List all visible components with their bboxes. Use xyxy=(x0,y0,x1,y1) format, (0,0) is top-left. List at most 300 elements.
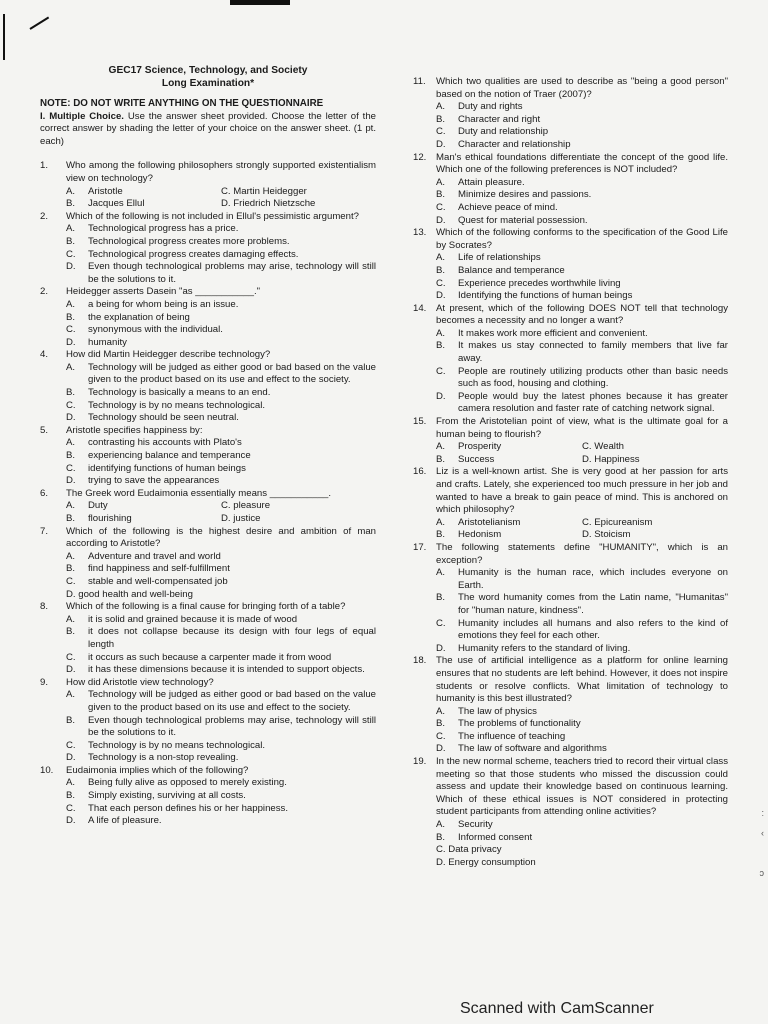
question-item xyxy=(413,416,728,466)
scanner-watermark: Scanned with CamScanner xyxy=(460,1000,654,1017)
answer-option xyxy=(413,592,728,617)
option-letter: B. xyxy=(66,387,76,399)
question-text: Which of the following is the highest desire and ambition of man according to Aristotle? xyxy=(66,525,376,550)
question-row xyxy=(40,425,376,438)
option-letter: D. xyxy=(66,815,76,827)
answer-option xyxy=(66,513,221,526)
question-number: 1. xyxy=(40,160,49,172)
question-number: 12. xyxy=(413,151,427,163)
question-item xyxy=(40,286,376,349)
option-text: Duty xyxy=(88,500,108,512)
option-text: People are routinely utilizing products other than basic needs such as food, housing and clothing. xyxy=(458,365,728,390)
answer-option xyxy=(436,529,582,542)
option-letter: B. xyxy=(66,198,76,210)
option-letter: C. xyxy=(66,324,76,336)
option-text: find happiness and self-fulfillment xyxy=(88,563,230,575)
option-text: trying to save the appearances xyxy=(88,475,220,487)
option-text: Minimize desires and passions. xyxy=(458,189,592,201)
question-text: Which of the following is not included in Ellul's pessimistic argument? xyxy=(66,210,359,222)
option-letter: C. xyxy=(436,730,446,742)
question-row xyxy=(40,765,376,778)
option-text: Technological progress has a price. xyxy=(88,223,239,235)
option-letter: A. xyxy=(66,361,76,373)
option-text: Technological progress creates more problems. xyxy=(88,235,290,247)
answer-option xyxy=(40,815,376,828)
question-number: 2. xyxy=(40,210,49,222)
option-text: Quest for material possession. xyxy=(458,214,588,226)
option-letter: B. xyxy=(436,189,446,201)
answer-option xyxy=(413,265,728,278)
option-text: contrasting his accounts with Plato's xyxy=(88,437,242,449)
answer-option xyxy=(40,551,376,564)
answer-option-pair xyxy=(40,513,376,526)
answer-option xyxy=(40,614,376,627)
option-letter: A. xyxy=(66,298,76,310)
answer-option-pair xyxy=(413,454,728,467)
answer-option xyxy=(40,337,376,350)
option-letter: D. xyxy=(66,475,76,487)
option-letter: B. xyxy=(66,790,76,802)
option-letter: D. xyxy=(66,261,76,273)
question-item xyxy=(40,526,376,602)
option-letter: D. xyxy=(436,642,446,654)
option-text: The problems of functionality xyxy=(458,718,581,730)
scan-edge-bar xyxy=(230,0,290,5)
question-text: Which of the following is a final cause for bringing forth of a table? xyxy=(66,601,346,613)
option-text: Technology will be judged as either good or bad based on the value given to the product based on its use and effect to the society. xyxy=(88,361,376,386)
question-item xyxy=(40,677,376,765)
option-text: Duty and relationship xyxy=(458,126,549,138)
option-text: The law of physics xyxy=(458,705,537,717)
answer-option xyxy=(40,626,376,651)
question-number: 7. xyxy=(40,525,49,537)
option-letter: D. xyxy=(66,336,76,348)
option-letter: C. xyxy=(66,399,76,411)
answer-option xyxy=(413,139,728,152)
answer-option xyxy=(40,299,376,312)
option-letter: A. xyxy=(66,689,76,701)
answer-option xyxy=(413,340,728,365)
option-text: Character and right xyxy=(458,113,541,125)
answer-option xyxy=(66,186,221,199)
option-letter: A. xyxy=(436,705,446,717)
option-text: The word humanity comes from the Latin name, "Humanitas" for "human nature, kindness". xyxy=(458,592,728,616)
answer-option xyxy=(66,198,221,211)
option-letter: B. xyxy=(66,714,76,726)
answer-option xyxy=(40,475,376,488)
option-text: Prosperity xyxy=(458,441,502,453)
question-row xyxy=(40,349,376,362)
option-letter: A. xyxy=(66,777,76,789)
answer-option-pair xyxy=(40,198,376,211)
answer-option-pair xyxy=(40,500,376,513)
option-letter: A. xyxy=(436,819,446,831)
question-item xyxy=(40,765,376,828)
question-row xyxy=(40,211,376,224)
question-text: Liz is a well-known artist. She is very good at her passion for arts and crafts. Lately, she experienced too much pressure in her job and wanted to have a break to gain peace of mind. This is anchored on which philosophy? xyxy=(436,466,728,516)
option-text: The influence of teaching xyxy=(458,730,566,742)
answer-option xyxy=(413,718,728,731)
answer-option xyxy=(40,790,376,803)
exam-title: GEC17 Science, Technology, and Society xyxy=(108,65,308,76)
answer-option xyxy=(413,567,728,592)
option-text: Adventure and travel and world xyxy=(88,550,221,562)
question-text: Man's ethical foundations differentiate the concept of the good life. Which one of the following preferences is NOT included? xyxy=(436,151,728,176)
question-number: 11. xyxy=(413,76,426,87)
question-item xyxy=(413,76,728,152)
option-text: Life of relationships xyxy=(458,252,541,264)
answer-option xyxy=(413,743,728,756)
question-row xyxy=(40,677,376,690)
question-item xyxy=(40,488,376,526)
question-number: 14. xyxy=(413,302,427,314)
answer-option xyxy=(413,114,728,127)
option-letter: A. xyxy=(66,223,76,235)
option-text: identifying functions of human beings xyxy=(88,462,246,474)
option-text: it occurs as such because a carpenter made it from wood xyxy=(88,651,332,663)
option-letter: B. xyxy=(66,563,76,575)
option-letter: B. xyxy=(436,718,446,730)
option-letter: B. xyxy=(66,626,76,638)
option-text: People would buy the latest phones because it has greater camera resolution and faster rate of catching network signal. xyxy=(458,390,728,415)
question-number: 9. xyxy=(40,676,49,688)
option-letter: C. xyxy=(66,462,76,474)
option-letter: A. xyxy=(436,101,446,113)
question-number: 6. xyxy=(40,487,49,499)
option-letter: B. xyxy=(436,340,446,352)
question-item xyxy=(40,211,376,287)
option-text: experiencing balance and temperance xyxy=(88,450,251,462)
question-row xyxy=(40,601,376,614)
option-letter: A. xyxy=(66,500,76,512)
option-text: Humanity refers to the standard of living. xyxy=(458,642,631,654)
option-letter: A. xyxy=(66,550,76,562)
answer-option: C. pleasure xyxy=(221,500,271,512)
answer-option xyxy=(413,177,728,190)
option-text: Humanity includes all humans and also refers to the kind of emotions they feel for each other. xyxy=(458,617,728,642)
question-row xyxy=(40,286,376,299)
option-letter: A. xyxy=(436,567,446,579)
answer-option xyxy=(413,278,728,291)
question-text: Which of the following conforms to the specification of the Good Life by Socrates? xyxy=(436,227,728,251)
option-letter: C. xyxy=(436,201,446,213)
question-number: 18. xyxy=(413,655,427,667)
question-number: 16. xyxy=(413,466,427,478)
option-text: Technology will be judged as either good or bad based on the value given to the product based on its use and effect to the society. xyxy=(88,689,376,713)
answer-option xyxy=(40,324,376,337)
answer-option xyxy=(40,249,376,262)
option-text: Hedonism xyxy=(458,529,502,541)
answer-option xyxy=(413,391,728,416)
option-text: humanity xyxy=(88,336,127,348)
answer-option xyxy=(40,463,376,476)
option-letter: C. xyxy=(436,617,446,629)
option-letter: D. xyxy=(436,290,446,302)
option-text: Identifying the functions of human beings xyxy=(458,290,633,302)
answer-option xyxy=(40,437,376,450)
question-item xyxy=(413,756,728,869)
answer-option: C. Epicureanism xyxy=(582,516,653,528)
question-item xyxy=(40,349,376,425)
option-letter: B. xyxy=(66,311,76,323)
pen-stroke xyxy=(29,16,49,29)
option-text: Informed consent xyxy=(458,831,533,843)
question-text: The following statements define "HUMANITY", which is an exception? xyxy=(436,541,728,566)
question-number: 17. xyxy=(413,541,427,553)
option-letter: B. xyxy=(436,453,446,465)
option-letter: B. xyxy=(66,513,76,524)
question-row xyxy=(413,416,728,441)
option-text: flourishing xyxy=(88,513,132,524)
option-letter: C. xyxy=(66,739,76,751)
option-text: Simply existing, surviving at all costs. xyxy=(88,790,246,802)
question-number: 15. xyxy=(413,416,427,428)
option-text: Duty and rights xyxy=(458,101,523,113)
option-letter: D. xyxy=(436,743,446,755)
answer-option xyxy=(40,236,376,249)
question-text: The Greek word Eudaimonia essentially means ___________. xyxy=(66,487,332,499)
answer-option xyxy=(413,618,728,643)
question-text: From the Aristotelian point of view, what is the ultimate goal for a human being to flourish? xyxy=(436,416,728,440)
question-item xyxy=(413,303,728,416)
answer-option xyxy=(40,740,376,753)
question-row xyxy=(413,76,728,101)
option-letter: B. xyxy=(436,113,446,125)
question-text: How did Aristotle view technology? xyxy=(66,676,214,688)
option-text: Technology is by no means technological. xyxy=(88,399,266,411)
answer-option xyxy=(413,832,728,845)
question-row xyxy=(413,542,728,567)
question-text: Who among the following philosophers strongly supported existentialism view on technology? xyxy=(66,160,376,184)
option-text: synonymous with the individual. xyxy=(88,324,223,336)
option-letter: C. xyxy=(436,126,446,138)
answer-option xyxy=(413,328,728,341)
answer-option xyxy=(413,202,728,215)
option-letter: D. xyxy=(66,664,76,676)
answer-option xyxy=(413,252,728,265)
option-text: The law of software and algorithms xyxy=(458,743,607,755)
option-text: Success xyxy=(458,453,495,465)
answer-option: C. Wealth xyxy=(582,441,624,453)
option-letter: D. xyxy=(436,138,446,150)
answer-option-pair xyxy=(40,186,376,199)
left-column xyxy=(40,64,376,828)
question-text: How did Martin Heidegger describe technology? xyxy=(66,349,271,361)
answer-option xyxy=(413,366,728,391)
answer-option xyxy=(40,576,376,589)
question-item xyxy=(40,160,376,210)
note: NOTE: DO NOT WRITE ANYTHING ON THE QUESTIONNAIRE xyxy=(40,98,324,109)
question-row xyxy=(413,655,728,705)
question-number: 19. xyxy=(413,756,427,768)
option-letter: C. xyxy=(66,575,76,587)
option-text: Even though technological problems may arise, technology will still be the solutions to it. xyxy=(88,714,376,739)
option-text: Attain pleasure. xyxy=(458,176,525,188)
option-letter: B. xyxy=(436,831,446,843)
answer-option: D. Friedrich Nietzsche xyxy=(221,198,316,210)
question-row xyxy=(413,756,728,819)
option-text: it has these dimensions because it is intended to support objects. xyxy=(88,664,365,676)
right-column xyxy=(413,76,728,869)
answer-option xyxy=(40,803,376,816)
option-text: stable and well-compensated job xyxy=(88,575,228,587)
answer-option-pair xyxy=(413,517,728,530)
answer-option xyxy=(40,387,376,400)
answer-option xyxy=(413,731,728,744)
pen-mark xyxy=(3,14,5,60)
option-letter: A. xyxy=(66,437,76,449)
question-row xyxy=(413,227,728,252)
option-text: Humanity is the human race, which includes everyone on Earth. xyxy=(458,567,728,591)
answer-option xyxy=(413,643,728,656)
option-text: Technological progress creates damaging effects. xyxy=(88,248,299,260)
answer-option: D. justice xyxy=(221,513,261,524)
option-letter: B. xyxy=(436,264,446,276)
question-item xyxy=(40,601,376,677)
answer-option: D. good health and well-being xyxy=(66,588,193,600)
option-letter: D. xyxy=(66,752,76,764)
question-item xyxy=(413,466,728,542)
question-number: 5. xyxy=(40,424,49,436)
answer-option xyxy=(66,500,221,513)
answer-option xyxy=(436,454,582,467)
answer-option xyxy=(40,312,376,325)
option-letter: C. xyxy=(66,651,76,663)
option-letter: C. xyxy=(436,277,446,289)
question-row xyxy=(40,526,376,551)
option-text: Technology is by no means technological. xyxy=(88,739,266,751)
question-item xyxy=(413,542,728,655)
question-text: Which two qualities are used to describe as "being a good person" based on the notion of Traer (2007)? xyxy=(436,76,728,100)
answer-option xyxy=(413,819,728,832)
option-text: Technology is basically a means to an end. xyxy=(88,387,271,399)
option-text: it does not collapse because its design with four legs of equal length xyxy=(88,626,376,650)
option-text: Experience precedes worthwhile living xyxy=(458,277,621,289)
answer-option: D. Happiness xyxy=(582,453,640,465)
question-number: 2. xyxy=(40,286,49,298)
option-letter: C. xyxy=(66,248,76,260)
answer-option-pair xyxy=(413,441,728,454)
question-item xyxy=(40,425,376,488)
option-text: Jacques Ellul xyxy=(88,198,145,210)
question-row xyxy=(413,152,728,177)
answer-option xyxy=(40,261,376,286)
question-list-right xyxy=(413,76,728,869)
option-text: it is solid and grained because it is made of wood xyxy=(88,613,298,625)
option-letter: B. xyxy=(66,235,76,247)
answer-option xyxy=(413,189,728,202)
answer-option xyxy=(40,563,376,576)
question-item xyxy=(413,152,728,228)
answer-option xyxy=(40,664,376,677)
answer-option xyxy=(436,441,582,454)
question-text: Aristotle specifies happiness by: xyxy=(66,424,203,436)
question-text: The use of artificial intelligence as a platform for online learning ensures that no students are left behind. However, it does not inspire students or resolve conflicts. What limitation of technology to humanity is this best illustrated? xyxy=(436,655,728,705)
question-text: At present, which of the following DOES NOT tell that technology becomes a necessity and no longer a want? xyxy=(436,302,728,327)
exam-subtitle: Long Examination* xyxy=(161,78,255,89)
option-text: Aristotle xyxy=(88,185,123,197)
option-text: Achieve peace of mind. xyxy=(458,201,558,213)
option-letter: A. xyxy=(66,185,76,197)
option-letter: B. xyxy=(436,529,446,541)
option-text: Aristotelianism xyxy=(458,516,521,528)
question-row xyxy=(40,488,376,501)
question-number: 10. xyxy=(40,764,54,776)
answer-option xyxy=(40,715,376,740)
margin-mark: : xyxy=(761,808,764,818)
option-text: Security xyxy=(458,819,493,831)
option-text: Balance and temperance xyxy=(458,264,565,276)
option-text: Even though technological problems may arise, technology will still be the solutions to it. xyxy=(88,261,376,285)
option-letter: D. xyxy=(436,390,446,402)
option-text: That each person defines his or her happiness. xyxy=(88,802,288,814)
option-letter: D. xyxy=(66,412,76,424)
answer-option-pair xyxy=(413,529,728,542)
question-item xyxy=(413,227,728,303)
answer-option xyxy=(40,777,376,790)
option-text: Technology should be seen neutral. xyxy=(88,412,239,424)
option-text: a being for whom being is an issue. xyxy=(88,298,239,310)
answer-option xyxy=(40,652,376,665)
option-text: A life of pleasure. xyxy=(88,815,162,827)
option-letter: A. xyxy=(436,327,446,339)
answer-option xyxy=(40,689,376,714)
option-letter: A. xyxy=(436,176,446,188)
question-number: 4. xyxy=(40,349,49,361)
margin-mark: ‹ xyxy=(761,828,764,838)
answer-option xyxy=(436,517,582,530)
option-letter: C. xyxy=(436,365,446,377)
option-text: Character and relationship xyxy=(458,138,571,150)
option-text: Being fully alive as opposed to merely existing. xyxy=(88,777,287,789)
option-letter: C. xyxy=(66,802,76,814)
question-number: 8. xyxy=(40,601,49,613)
option-letter: A. xyxy=(436,441,446,453)
option-letter: B. xyxy=(436,592,446,604)
answer-option xyxy=(40,223,376,236)
answer-option: D. Stoicism xyxy=(582,529,631,541)
answer-option: C. Data privacy xyxy=(436,844,502,856)
option-text: the explanation of being xyxy=(88,311,190,323)
question-row xyxy=(413,303,728,328)
question-text: In the new normal scheme, teachers tried to record their virtual class meeting so that those students who missed the discussion could assess and update their knowledge based on continuous learning. Which of these ethical issues is NOT considered in protecting student participants from attending online activities? xyxy=(436,756,728,818)
answer-option xyxy=(40,412,376,425)
option-letter: A. xyxy=(436,516,446,528)
question-text: Heidegger asserts Dasein "as ___________." xyxy=(66,286,261,298)
margin-mark: ↄ xyxy=(759,868,764,878)
answer-option: C. Martin Heidegger xyxy=(221,185,307,197)
option-letter: A. xyxy=(436,252,446,264)
answer-option xyxy=(40,362,376,387)
answer-option xyxy=(40,450,376,463)
answer-option xyxy=(413,126,728,139)
question-row xyxy=(413,466,728,516)
answer-option xyxy=(413,215,728,228)
option-text: It makes work more efficient and convenient. xyxy=(458,327,648,339)
question-row xyxy=(40,160,376,185)
answer-option xyxy=(413,101,728,114)
option-letter: D. xyxy=(436,214,446,226)
option-text: It makes us stay connected to family members that live far away. xyxy=(458,340,728,365)
question-text: Eudaimonia implies which of the following? xyxy=(66,764,249,776)
answer-option xyxy=(40,752,376,765)
option-text: Technology is a non-stop revealing. xyxy=(88,752,239,764)
answer-option xyxy=(413,706,728,719)
instructions: I. Multiple Choice. Use the answer sheet provided. Choose the letter of the correct answer by shading the letter of your choice on the answer sheet. (1 pt. each) xyxy=(40,110,376,147)
answer-option xyxy=(413,290,728,303)
option-letter: A. xyxy=(66,613,76,625)
answer-option: D. Energy consumption xyxy=(436,856,536,868)
